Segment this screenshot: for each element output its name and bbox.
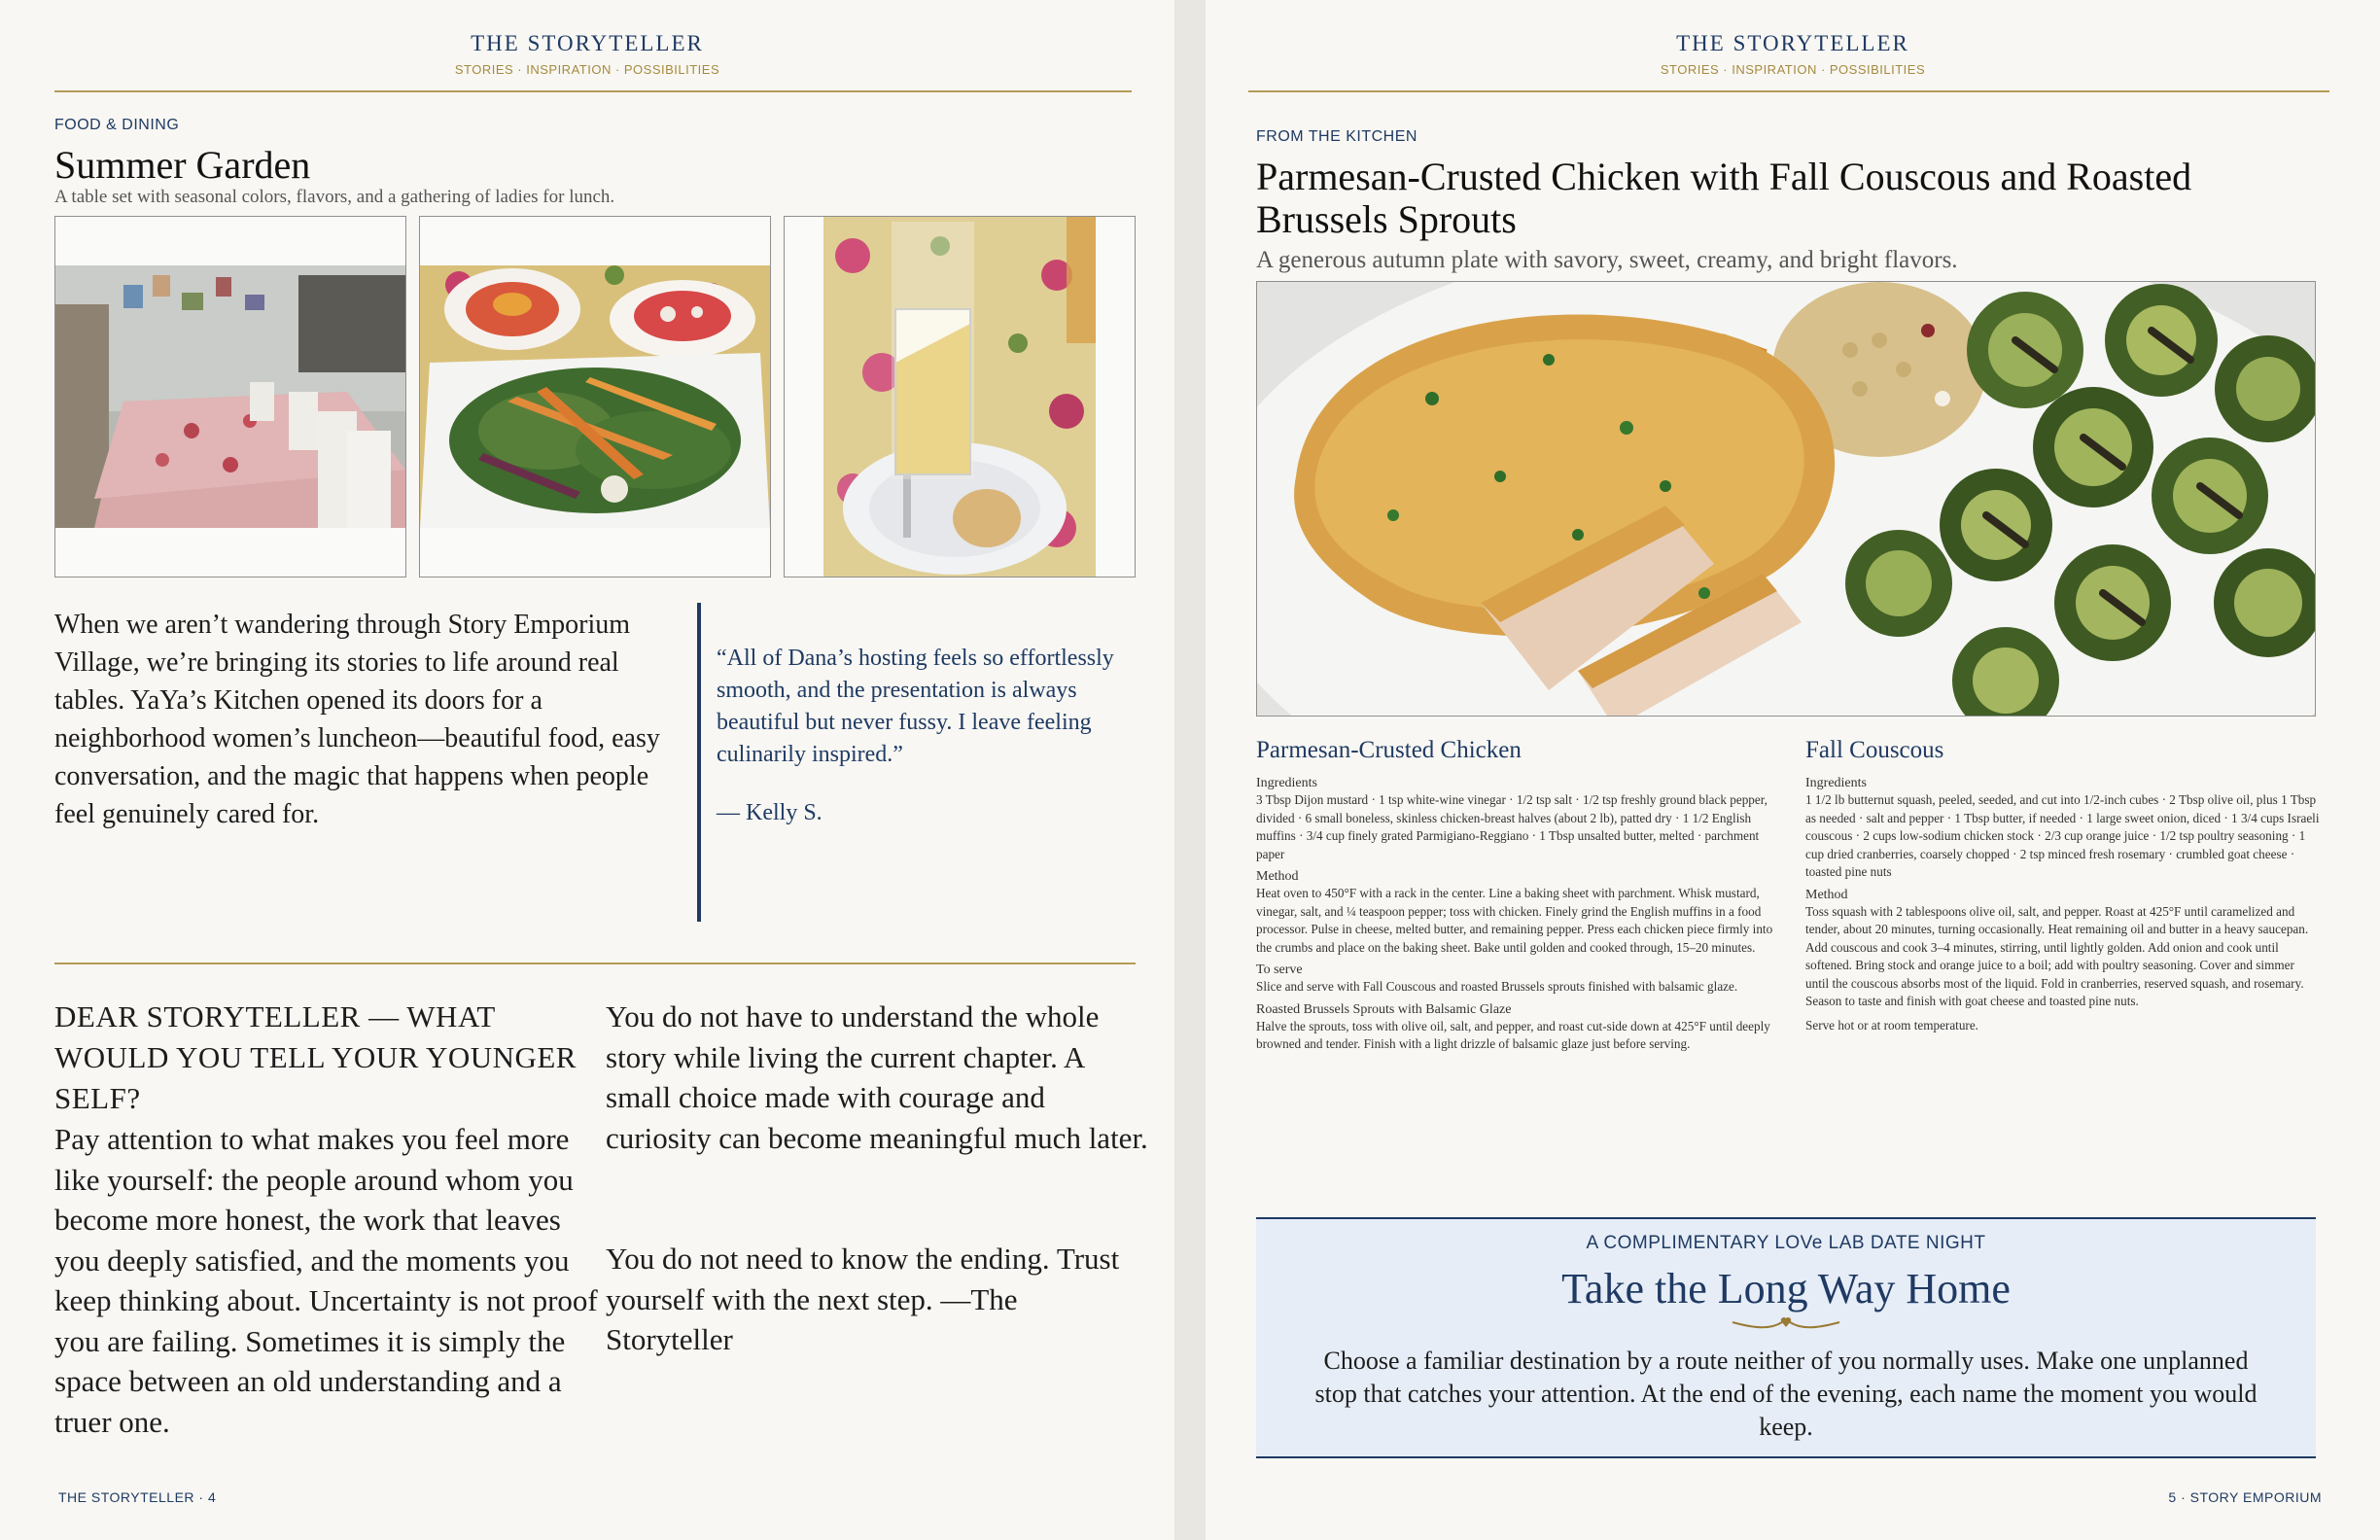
recipe-sprouts-text: Halve the sprouts, toss with olive oil, salt, and pepper, and roast cut-side down at 425°F until deeply browned and tender. Finish with a light drizzle of balsamic glaze just before serving. bbox=[1256, 1018, 1770, 1051]
section-kicker-right: FROM THE KITCHEN bbox=[1256, 128, 1418, 145]
recipe-chicken-serve-label: To serve bbox=[1256, 962, 1303, 977]
pullquote-text: “All of Dana’s hosting feels so effortlessly smooth, and the presentation is always beautiful but never fussy. I leave feeling culinarily inspired.” bbox=[717, 646, 1114, 767]
recipe-couscous bbox=[1805, 737, 2321, 1040]
masthead-title: THE STORYTELLER bbox=[471, 31, 704, 55]
article-headline: Summer Garden bbox=[54, 143, 311, 187]
section-rule bbox=[54, 962, 1136, 964]
recipe-headline: Parmesan-Crusted Chicken with Fall Couscous and Roasted Brussels Sprouts bbox=[1256, 155, 2192, 241]
masthead-rule bbox=[54, 90, 1132, 92]
advice-column-2-paragraph-1: You do not have to understand the whole story while living the current chapter. A small choice made with courage and curiosity can become meaningful much later. bbox=[606, 999, 1148, 1155]
article-body: When we aren’t wandering through Story Emporium Village, we’re bringing its stories to life around real tables. YaYa’s Kitchen opened its doors for a neighborhood women’s luncheon—beautiful food, easy conversation, and the magic that happens when people feel genuinely cared for. bbox=[54, 610, 660, 829]
photo-salad bbox=[419, 216, 771, 578]
page-footer-left: THE STORYTELLER · 4 bbox=[58, 1489, 217, 1505]
advice-column-2-paragraph-2: You do not need to know the ending. Trust yourself with the next step. —The Storyteller bbox=[606, 1242, 1120, 1356]
masthead-title-right: THE STORYTELLER bbox=[1676, 31, 1909, 55]
recipe-chicken-serve: Slice and serve with Fall Couscous and roasted Brussels sprouts finished with balsamic glaze. bbox=[1256, 979, 1738, 994]
recipe-chicken-method: Heat oven to 450°F with a rack in the center. Line a baking sheet with parchment. Whisk mustard, vinegar, salt, and ¼ teaspoon pepper; toss with chicken. Finely grind the English muffins in a food processor. Pulse in cheese, melted butter, and remaining pepper. Press each chicken piece firmly into the crumbs and place on the baking sheet. Bake until golden and cooked through, 15–20 minutes. bbox=[1256, 886, 1773, 955]
recipe-chicken-method-label: Method bbox=[1256, 869, 1299, 884]
page-footer-right: 5 · STORY EMPORIUM bbox=[2168, 1489, 2322, 1505]
pullquote-bar bbox=[697, 603, 701, 922]
recipe-chicken-ingredients-label: Ingredients bbox=[1256, 776, 1317, 790]
recipe-dek: A generous autumn plate with savory, sweet, creamy, and bright flavors. bbox=[1256, 247, 1958, 273]
date-night-body: Choose a familiar destination by a route neither of you normally uses. Make one unplanned stop that catches your attention. At the end of the evening, each name the moment you would keep. bbox=[1314, 1347, 2258, 1441]
recipe-couscous-serve: Serve hot or at room temperature. bbox=[1805, 1017, 1978, 1032]
left-page bbox=[0, 0, 1174, 1540]
photo-dining-room bbox=[54, 216, 406, 578]
masthead-right bbox=[1206, 31, 2380, 77]
masthead bbox=[0, 31, 1174, 77]
recipe-couscous-title: Fall Couscous bbox=[1805, 737, 1944, 763]
section-kicker: FOOD & DINING bbox=[54, 117, 180, 133]
masthead-rule-right bbox=[1248, 90, 2329, 92]
date-night-box bbox=[1256, 1217, 2316, 1458]
advice-column-1: Pay attention to what makes you feel more like yourself: the people around whom you become more honest, the work that leaves you deeply satisfied, and the moments you keep thinking about. Uncertainty is not proof you are failing. Sometimes it is simply the space between an old understanding and a truer one. bbox=[54, 1122, 598, 1439]
photo-milk-glass bbox=[784, 216, 1136, 578]
recipe-couscous-method: Toss squash with 2 tablespoons olive oil, salt, and pepper. Roast at 425°F until caramelized and tender, about 20 minutes, turning occasionally. Heat remaining oil and butter in a heavy saucepan. Add couscous and cook 3–4 minutes, stirring, until lightly golden. Add onion and cook until softened. Bring stock and orange juice to a boil; add with poultry seasoning. Cover and simmer until the couscous absorbs most of the liquid. Fold in cranberries, reserved squash, and rosemary. Season to taste and finish with goat cheese and toasted pine nuts. bbox=[1805, 903, 2309, 1008]
recipe-couscous-ingredients-label: Ingredients bbox=[1805, 776, 1867, 790]
date-night-kicker: A COMPLIMENTARY LOVe LAB DATE NIGHT bbox=[1586, 1233, 1986, 1253]
recipe-chicken bbox=[1256, 737, 1786, 1060]
recipe-couscous-method-label: Method bbox=[1805, 887, 1848, 902]
recipe-couscous-ingredients: 1 1/2 lb butternut squash, peeled, seeded, and cut into 1/2-inch cubes · 2 Tbsp olive oil, plus 1 Tbsp as needed · salt and pepper · 1 Tbsp butter, if needed · 1 large sweet onion, diced · 1 3/4 cups Israeli couscous · 2 cups low-sodium chicken stock · 2/3 cup orange juice · 1/2 tsp poultry seasoning · 1 cup dried cranberries, coarsely chopped · 2 tsp minced fresh rosemary · crumbled goat cheese · toasted pine nuts bbox=[1805, 792, 2320, 879]
right-page bbox=[1206, 0, 2380, 1540]
date-night-title: Take the Long Way Home bbox=[1561, 1265, 2011, 1312]
heart-flourish-icon bbox=[1728, 1313, 1844, 1331]
recipe-chicken-ingredients: 3 Tbsp Dijon mustard · 1 tsp white-wine vinegar · 1/2 tsp salt · 1/2 tsp freshly ground black pepper, divided · 6 small boneless, skinless chicken-breast halves (about 2 lb), patted dry · 1 1/2 English muffins · 3/4 cup finely grated Parmigiano-Reggiano · 1 Tbsp unsalted butter, melted · parchment paper bbox=[1256, 792, 1768, 861]
masthead-tagline: STORIES · INSPIRATION · POSSIBILITIES bbox=[454, 62, 720, 77]
pullquote-attribution: — Kelly S. bbox=[717, 800, 822, 825]
masthead-tagline-right: STORIES · INSPIRATION · POSSIBILITIES bbox=[1660, 62, 1926, 77]
recipe-chicken-title: Parmesan-Crusted Chicken bbox=[1256, 737, 1522, 763]
article-dek: A table set with seasonal colors, flavors, and a gathering of ladies for lunch. bbox=[54, 187, 615, 207]
recipe-sprouts-label: Roasted Brussels Sprouts with Balsamic Glaze bbox=[1256, 1001, 1512, 1017]
advice-heading: DEAR STORYTELLER — WHAT WOULD YOU TELL YOUR YOUNGER SELF? bbox=[54, 999, 577, 1115]
photo-chicken-plate bbox=[1256, 281, 2316, 717]
